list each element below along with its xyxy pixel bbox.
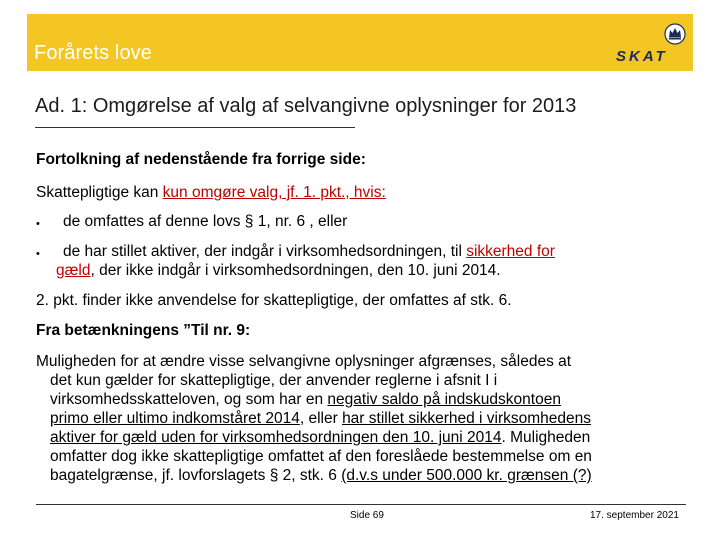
title-underline xyxy=(35,127,355,128)
footer-rule xyxy=(36,504,686,505)
crown-icon xyxy=(664,22,686,46)
heading-fortolkning: Fortolkning af nedenstående fra forrige side: xyxy=(36,151,366,168)
heading-betaenkning: Fra betænkningens ”Til nr. 9: xyxy=(36,322,251,339)
p3-line-5: aktiver for gæld uden for virksomhedsordningen den 10. juni 2014. Muligheden xyxy=(50,429,591,446)
intro-red: kun omgøre valg, jf. 1. pkt., hvis: xyxy=(162,184,386,201)
p3-line-1: Muligheden for at ændre visse selvangivne oplysninger afgrænses, således at xyxy=(36,353,572,370)
paragraph-2-pkt: 2. pkt. finder ikke anvendelse for skattepligtige, der omfattes af stk. 6. xyxy=(36,292,512,309)
bullet-dot: • xyxy=(36,248,40,260)
bullet-dot: • xyxy=(36,218,40,230)
p3-line-7: bagatelgrænse, jf. lovforslagets § 2, stk. 6 (d.v.s under 500.000 kr. grænsen (?) xyxy=(50,467,592,484)
bullet-text-2a: de har stillet aktiver, der indgår i virksomhedsordningen, til sikkerhed for xyxy=(63,243,555,260)
footer-date: 17. september 2021 xyxy=(590,510,679,521)
p3-line-4: primo eller ultimo indkomståret 2014, eller har stillet sikkerhed i virksomhedens xyxy=(50,410,592,427)
intro-plain: Skattepligtige kan xyxy=(36,184,163,201)
logo-text: SKAT xyxy=(616,48,668,65)
paragraph-betaenkning xyxy=(36,352,686,485)
header-title: Forårets love xyxy=(34,42,153,64)
intro-line xyxy=(36,183,386,202)
footer-page-number: Side 69 xyxy=(350,510,384,521)
p3-line-3: virksomhedsskatteloven, og som har en negativ saldo på indskudskontoen xyxy=(50,391,561,408)
slide-title: Ad. 1: Omgørelse af valg af selvangivne oplysninger for 2013 xyxy=(35,95,577,117)
p3-line-2: det kun gælder for skattepligtige, der anvender reglerne i afsnit I i xyxy=(50,372,498,389)
skat-logo xyxy=(612,18,688,66)
bullet-text-2b: gæld, der ikke indgår i virksomhedsordningen, den 10. juni 2014. xyxy=(56,262,501,279)
bullet-text-1: de omfattes af denne lovs § 1, nr. 6 , eller xyxy=(63,213,348,230)
p3-line-6: omfatter dog ikke skattepligtige omfattet af den foreslåede bestemmelse om en xyxy=(50,448,592,465)
